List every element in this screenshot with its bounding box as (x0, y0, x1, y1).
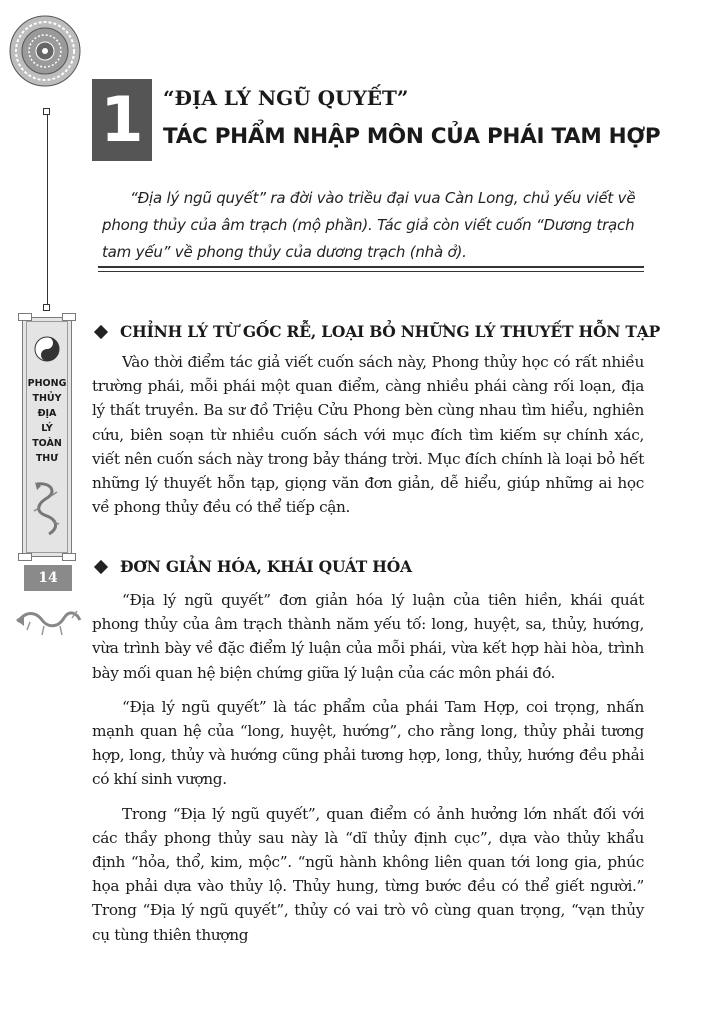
chapter-title: “ĐỊA LÝ NGŨ QUYẾT” (163, 86, 409, 110)
book-title-line: TOÀN (32, 438, 62, 449)
paragraph: Vào thời điểm tác giả viết cuốn sách này, Phong thủy học có rất nhiều trường phái, mỗi phái một quan điểm, càng nhiều phái càng rối loạn, địa lý thất truyền. Ba sư đồ Triệu Cửu Phong bèn cùng nhau tìm hiểu, nghiên cứu, biên soạn từ nhiều cuốn sách với mục đích tìm kiếm sự chính xác, viết nên cuốn sách này trong bảy tháng trời. Mục đích chính là loại bỏ hết những lý thuyết hỗn tạp, giọng văn đơn giản, dễ hiểu, giúp những ai học về phong thủy đều có thể tiếp cận. (92, 353, 644, 517)
dragon-ornament-icon (14, 600, 84, 640)
chapter-abstract (102, 185, 642, 266)
diamond-bullet-icon (94, 560, 108, 574)
book-title-vertical (23, 376, 71, 466)
bagua-seal-icon (8, 14, 82, 88)
book-title-line: THỦY (32, 393, 62, 404)
section-heading-text: ĐƠN GIẢN HÓA, KHÁI QUÁT HÓA (120, 557, 412, 576)
divider-rule (98, 271, 644, 272)
paragraph: “Địa lý ngũ quyết” là tác phẩm của phái Tam Hợp, coi trọng, nhấn mạnh quan hệ của “long, huyệt, hướng”, cho rằng long, thủy phải tương hợp, long, thủy và hướng cũng phải tương hợp, long, thủy, hướng đều phải có khí sinh vượng. (92, 697, 644, 789)
book-title-line: ĐỊA (37, 408, 57, 419)
book-title-band (22, 317, 72, 557)
section-heading-text: CHỈNH LÝ TỪ GỐC RỄ, LOẠI BỎ NHỮNG LÝ THUYẾT HỖN TẠP (120, 322, 661, 341)
book-title-line: PHONG (27, 378, 67, 389)
connector-knob (43, 304, 50, 311)
book-title-line: LÝ (41, 423, 53, 434)
book-title-line: THƯ (35, 453, 59, 464)
paragraph: Trong “Địa lý ngũ quyết”, quan điểm có ảnh hưởng lớn nhất đối với các thầy phong thủy sau này là “dĩ thủy định cục”, dựa vào thủy khẩu định “hỏa, thổ, kim, mộc”. “ngũ hành không liên quan tới long gia, phúc họa phải dựa vào thủy lộ. Thủy hung, từng bước đều có thể giết người.” Trong “Địa lý ngũ quyết”, thủy có vai trò vô cùng quan trọng, “vạn thủy cụ tùng thiên thượng (92, 804, 644, 944)
vertical-divider (47, 114, 48, 308)
abstract-text: “Địa lý ngũ quyết” ra đời vào triều đại vua Càn Long, chủ yếu viết về phong thủy của âm trạch (mộ phần). Tác giả còn viết cuốn “Dương trạch tam yếu” về phong thủy của dương trạch (nhà ở). (102, 189, 636, 261)
divider-rule (98, 266, 644, 268)
chapter-number: 1 (92, 79, 152, 161)
diamond-bullet-icon (94, 325, 108, 339)
dragon-icon (29, 478, 65, 538)
yin-yang-icon (34, 336, 60, 362)
page-number: 14 (24, 565, 72, 591)
section-heading (92, 557, 412, 576)
section-body (92, 588, 644, 957)
paragraph: “Địa lý ngũ quyết” đơn giản hóa lý luận của tiên hiền, khái quát phong thủy của âm trạch thành năm yếu tố: long, huyệt, sa, thủy, hướng, vừa trình bày về đặc điểm lý luận của mỗi phái, vừa kết hợp hài hòa, trình bày mối quan hệ biện chứng giữa lý luận của các môn phái đó. (92, 591, 644, 682)
chapter-subtitle: TÁC PHẨM NHẬP MÔN CỦA PHÁI TAM HỢP (163, 124, 661, 149)
section-heading (92, 322, 660, 341)
section-body (92, 350, 644, 529)
